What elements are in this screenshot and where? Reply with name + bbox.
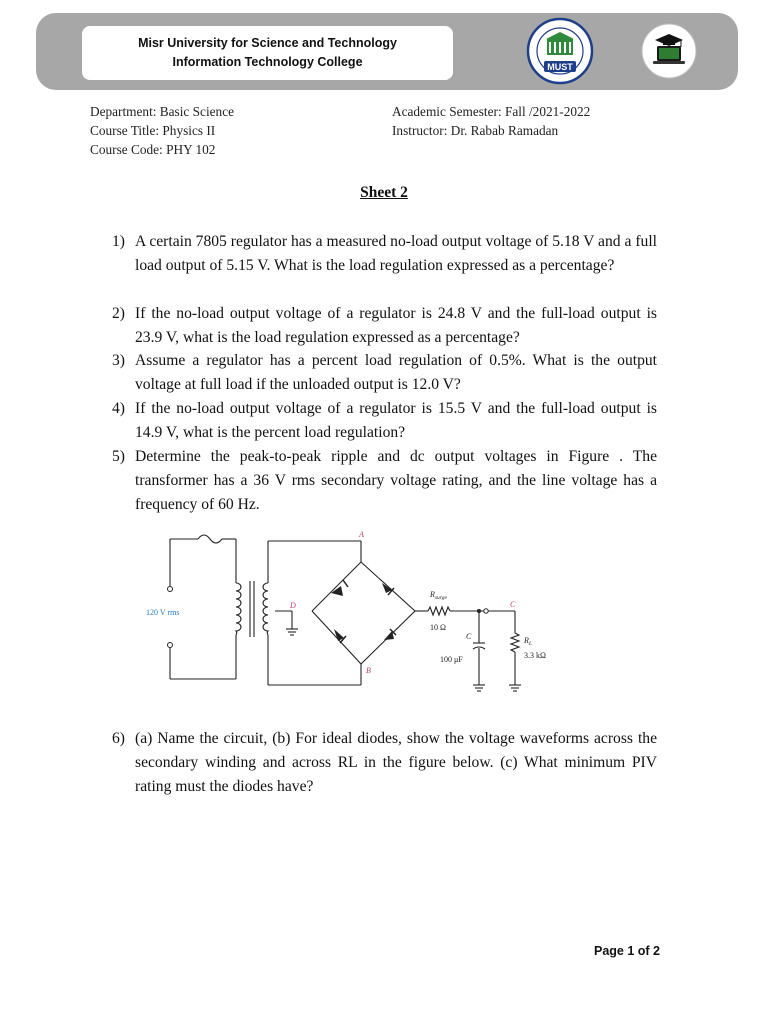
bridge-rectifier-circuit-diagram — [140, 527, 560, 707]
instructor: Instructor: Dr. Rabab Ramadan — [392, 123, 559, 138]
question-number: 5) — [112, 448, 125, 465]
question-2 — [112, 302, 657, 350]
question-4 — [112, 397, 657, 445]
page-number: Page 1 of 2 — [594, 944, 660, 958]
course-meta-right — [392, 102, 590, 140]
capacitor-value: 100 μF — [440, 655, 463, 664]
course-code: Course Code: PHY 102 — [90, 142, 216, 157]
university-name-box — [82, 26, 453, 80]
source-label: 120 V rms — [146, 608, 180, 617]
question-number: 3) — [112, 352, 125, 369]
question-number: 2) — [112, 305, 125, 322]
question-5 — [112, 445, 657, 517]
question-text: (a) Name the circuit, (b) For ideal diodes, show the voltage waveforms across the secondary winding and across RL in the figure below. (c) What minimum PIV rating must the diodes have? — [135, 730, 657, 795]
university-seal-icon — [526, 17, 594, 85]
node-b-label: B — [366, 666, 371, 675]
r-surge-value: 10 Ω — [430, 623, 446, 632]
capacitor-label: C — [466, 632, 472, 641]
college-name: Information Technology College — [172, 55, 363, 69]
course-meta-left — [90, 102, 234, 159]
university-name: Misr University for Science and Technology — [138, 36, 397, 50]
load-resistor-value: 3.3 kΩ — [524, 651, 546, 660]
node-d-label: D — [290, 601, 296, 610]
node-c-label: C — [510, 600, 516, 609]
sheet-title: Sheet 2 — [360, 184, 408, 201]
question-number: 4) — [112, 400, 125, 417]
question-3 — [112, 349, 657, 397]
node-a-label: A — [359, 530, 364, 539]
r-surge-label: $R_{surge}$ — [430, 590, 447, 601]
department: Department: Basic Science — [90, 104, 234, 119]
question-text: If the no-load output voltage of a regulator is 15.5 V and the full-load output is 14.9 V, what is the percent load regulation? — [135, 400, 657, 441]
question-text: Assume a regulator has a percent load regulation of 0.5%. What is the output voltage at full load if the unloaded output is 12.0 V? — [135, 352, 657, 393]
academic-semester: Academic Semester: Fall /2021-2022 — [392, 104, 591, 119]
question-number: 6) — [112, 730, 125, 747]
question-1 — [112, 230, 657, 278]
question-text: If the no-load output voltage of a regulator is 24.8 V and the full-load output is 23.9 V, what is the load regulation expressed as a percentage? — [135, 305, 657, 346]
question-text: A certain 7805 regulator has a measured no-load output voltage of 5.18 V and a full load output of 5.15 V. What is the load regulation expressed as a percentage? — [135, 233, 657, 274]
question-number: 1) — [112, 233, 125, 250]
seal-text: MUST — [547, 62, 573, 72]
question-6 — [112, 727, 657, 799]
question-text: Determine the peak-to-peak ripple and dc output voltages in Figure . The transformer has a 36 V rms secondary voltage rating, and the line voltage has a frequency of 60 Hz. — [135, 448, 657, 513]
course-title: Course Title: Physics II — [90, 123, 216, 138]
load-resistor-label: $R_L$ — [524, 636, 532, 647]
graduation-cap-laptop-icon — [640, 22, 698, 80]
